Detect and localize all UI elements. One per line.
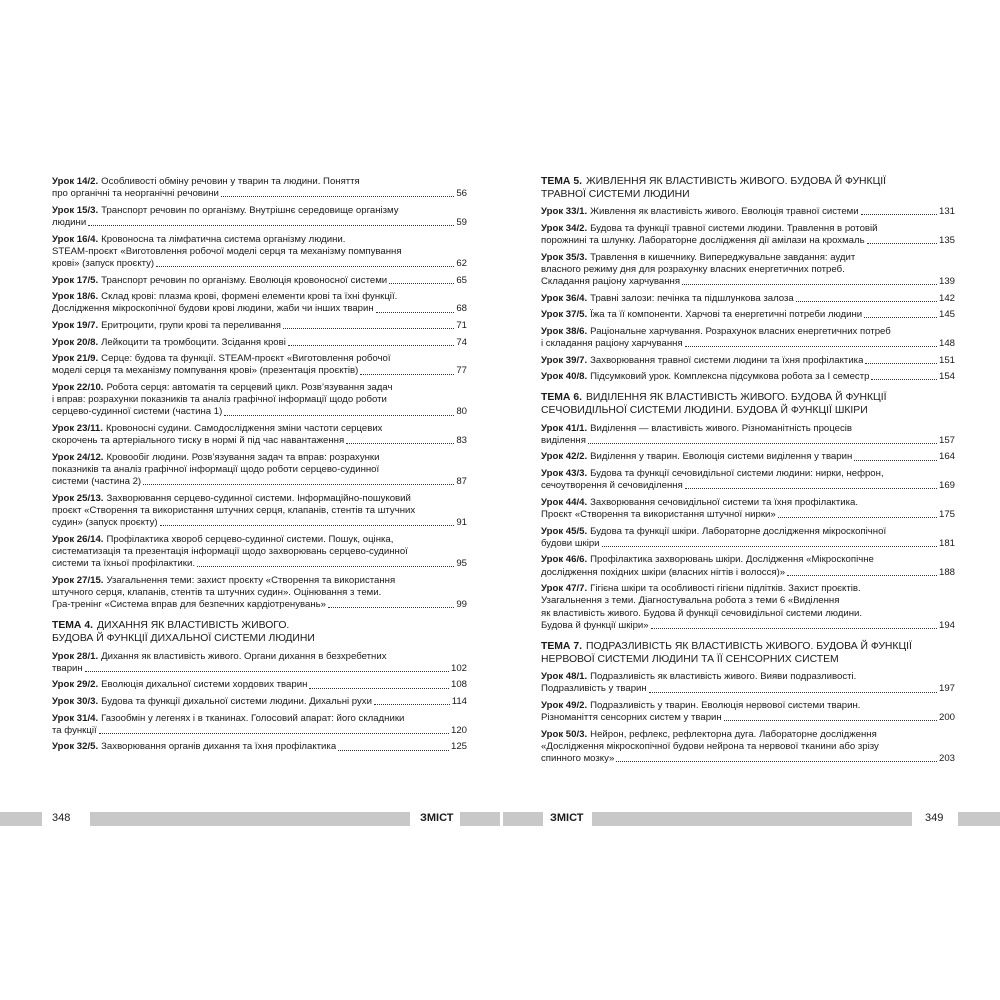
toc-entry[interactable] [541,223,955,247]
lesson-number: Урок 50/3. [541,728,588,740]
topic-label: ТЕМА 5. [541,176,582,187]
lesson-number: Урок 37/5. [541,309,588,321]
page-reference: 68 [456,303,467,315]
dot-leader [376,303,455,312]
dot-leader [685,338,937,347]
lesson-title-line: Виділення — властивість живого. Різноманітність процесів [590,422,852,434]
lesson-title-line: Гра-тренінг «Система вправ для безпечних кардіотренувань» [52,599,326,611]
page-reference: 83 [456,435,467,447]
lesson-number: Урок 18/6. [52,291,99,303]
lesson-number: Урок 43/3. [541,467,588,479]
lesson-title-line: скорочень та артеріального тиску в нормі й під час навантаження [52,435,345,447]
dot-leader [283,320,454,329]
page-reference: 135 [938,234,955,246]
toc-entry[interactable] [541,729,955,766]
toc-entry[interactable] [52,291,467,315]
lesson-number: Урок 42/2. [541,451,588,463]
topic-heading [541,641,955,666]
lesson-number: Урок 45/5. [541,525,588,537]
topic-heading [52,620,467,645]
page-reference: 175 [938,508,955,520]
lesson-title-line: «Дослідження мікроскопічної будови нейрона та нервової тканини або зрізу [541,740,879,752]
lesson-number: Урок 20/8. [52,336,99,348]
toc-entry[interactable] [541,293,955,305]
lesson-title-line: Будова та функції травної системи людини. Травлення в ротовій [590,222,878,234]
toc-entry[interactable] [52,382,467,419]
dot-leader [724,712,937,721]
lesson-number: Урок 33/1. [541,206,588,218]
lesson-number: Урок 28/1. [52,650,99,662]
dot-leader [197,558,454,567]
page-reference: 139 [938,275,955,287]
topic-title-line: ВИДІЛЕННЯ ЯК ВЛАСТИВІСТЬ ЖИВОГО. БУДОВА Й ФУНКЦІЇ [586,392,887,404]
page-reference: 154 [938,371,955,383]
page-reference: 77 [456,365,467,377]
lesson-number: Урок 40/8. [541,371,588,383]
lesson-title-line: систематизація та презентація інформації щодо захворювань серцево-судинної [52,545,408,557]
lesson-number: Урок 38/6. [541,325,588,337]
lesson-title-line: Кровообіг людини. Розв’язування задач та вправ: розрахунки [106,451,380,463]
lesson-number: Урок 36/4. [541,292,588,304]
topic-heading [541,176,955,201]
toc-entry[interactable] [541,451,955,463]
toc-entry[interactable] [541,468,955,492]
page-reference: 151 [938,354,955,366]
lesson-title-line: Захворювання органів дихання та їхня профілактика [101,741,337,753]
page-reference: 131 [938,206,955,218]
topic-title-line: ТРАВНОЇ СИСТЕМИ ЛЮДИНИ [541,188,690,200]
lesson-title-line: Подразливість як властивість живого. Вияви подразливості. [590,671,857,683]
dot-leader [88,217,454,226]
lesson-number: Урок 21/9. [52,353,99,365]
lesson-title-line: тварин [52,662,83,674]
toc-entry[interactable] [52,320,467,332]
lesson-title-line: виділення [541,434,586,446]
lesson-title-line: Кровоносні судини. Самодослідження зміни частоти серцевих [105,422,383,434]
page-reference: 74 [456,336,467,348]
lesson-title-line: Різноманіття сенсорних систем у тварин [541,712,722,724]
right-running-head: ЗМІСТ [550,812,584,824]
toc-entry[interactable] [52,651,467,675]
lesson-title-line: STEAM-проєкт «Виготовлення робочої моделі серця та механізму помпування [52,245,402,257]
toc-entry[interactable] [52,353,467,377]
toc-entry[interactable] [52,696,467,708]
lesson-title-line: і складання раціону харчування [541,337,683,349]
lesson-title-line: Будова та функції сечовидільної системи людини: нирки, нефрон, [590,467,884,479]
gutter-bar-left [460,812,500,826]
lesson-title-line: Дихання як властивість живого. Органи дихання в безхребетних [101,650,387,662]
lesson-title-line: Дослідження мікроскопічної будови крові людини, жаби чи інших тварин [52,303,374,315]
lesson-title-line: Нейрон, рефлекс, рефлекторна дуга. Лабораторне дослідження [590,728,877,740]
dot-leader [649,683,937,692]
lesson-title-line: моделі серця та механізму помпування крові» (презентація проєктів) [52,365,359,377]
lesson-number: Урок 24/12. [52,451,104,463]
toc-entry[interactable] [541,526,955,550]
lesson-number: Урок 34/2. [541,222,588,234]
lesson-title-line: порожнині та шлунку. Лабораторне дослідження дії амілази на крохмаль [541,234,865,246]
lesson-title-line: Підсумковий урок. Комплексна підсумкова робота за І семестр [590,371,870,383]
toc-entry[interactable] [541,497,955,521]
dot-leader [328,599,454,608]
toc-entry[interactable] [541,252,955,289]
lesson-number: Урок 27/15. [52,574,104,586]
lesson-title-line: Склад крові: плазма крові, формені елементи крові та їхні функції. [101,291,398,303]
page-reference: 102 [450,662,467,674]
lesson-title-line: Еритроцити, групи крові та переливання [101,319,281,331]
page-reference: 62 [456,258,467,269]
topic-title-line: ДИХАННЯ ЯК ВЛАСТИВІСТЬ ЖИВОГО. [97,620,290,632]
toc-entry[interactable] [52,234,467,271]
page-reference: 142 [938,292,955,304]
dot-leader [864,309,937,318]
lesson-title-line: Профілактика захворювань шкіри. Дослідження «Мікроскопічне [590,554,874,566]
dot-leader [861,206,937,215]
dot-leader [288,337,454,346]
lesson-title-line: Еволюція дихальної системи хордових тварин [101,679,308,691]
dot-leader [338,741,449,750]
lesson-title-line: Будова й функції шкіри» [541,619,649,631]
dot-leader [346,435,454,444]
lesson-number: Урок 14/2. [52,176,99,187]
lesson-title-line: Раціональне харчування. Розрахунок власних енергетичних потреб [590,325,891,337]
lesson-title-line: Травні залози: печінка та підшлункова залоза [590,292,794,304]
lesson-title-line: власного режиму дня для розрахунку власних енергетичних потреб. [541,263,845,275]
topic-title-line: ЖИВЛЕННЯ ЯК ВЛАСТИВІСТЬ ЖИВОГО. БУДОВА Й ФУНКЦІЇ [586,176,887,187]
lesson-number: Урок 23/11. [52,422,103,434]
lesson-title-line: Транспорт речовин по організму. Еволюція кровоносної системи [101,274,388,286]
lesson-title-line: Складання раціону харчування [541,275,681,287]
lesson-title-line: про органічні та неорганічні речовини [52,188,219,200]
lesson-title-line: проєкт «Створення та використання штучних серця, клапанів, стентів та штучних [52,504,416,516]
right-footer-bar-inner [592,812,912,826]
lesson-number: Урок 32/5. [52,741,99,753]
toc-entry[interactable] [541,309,955,321]
topic-label: ТЕМА 4. [52,620,93,632]
toc-entry[interactable] [541,326,955,350]
toc-entry[interactable] [52,534,467,571]
lesson-number: Урок 35/3. [541,251,588,263]
lesson-title-line: Захворювання травної системи людини та їхня профілактика [590,354,864,366]
lesson-number: Урок 26/14. [52,533,104,545]
dot-leader [99,725,449,734]
lesson-title-line: Профілактика хвороб серцево-судинної системи. Пошук, оцінка, [106,533,394,545]
lesson-title-line: дослідження похідних шкіри (власних нігтів і волосся)» [541,566,786,578]
dot-leader [787,567,937,576]
topic-title-line: БУДОВА Й ФУНКЦІЇ ДИХАЛЬНОЇ СИСТЕМИ ЛЮДИНИ [52,632,315,644]
lesson-number: Урок 29/2. [52,679,99,691]
lesson-number: Урок 25/13. [52,492,104,504]
page-reference: 157 [938,434,955,446]
page-reference: 181 [938,537,955,549]
toc-entry[interactable] [52,741,467,753]
lesson-title-line: судин» (запуск проєкту) [52,517,158,529]
lesson-number: Урок 49/2. [541,699,588,711]
toc-entry[interactable] [52,275,467,287]
dot-leader [651,620,937,629]
lesson-title-line: та функції [52,724,97,736]
dot-leader [616,753,937,762]
dot-leader [389,275,454,284]
lesson-title-line: системи (частина 2) [52,476,142,488]
page-reference: 108 [450,679,467,691]
lesson-number: Урок 44/4. [541,496,588,508]
dot-leader [682,276,937,285]
left-footer-bar-inner [90,812,410,826]
toc-entry[interactable] [541,671,955,695]
lesson-title-line: Узагальнення теми: захист проєкту «Створення та використання [106,574,396,586]
page-reference: 91 [456,517,467,529]
lesson-title-line: Живлення як властивість живого. Еволюція травної системи [590,206,859,218]
lesson-title-line: штучного серця, клапанів, стентів та штучних судин». Оцінювання з теми. [52,586,382,598]
toc-entry[interactable] [541,423,955,447]
toc-entry[interactable] [52,713,467,737]
lesson-number: Урок 16/4. [52,233,99,245]
page-reference: 200 [938,712,955,724]
lesson-title-line: і вправ: розрахунки показників та аналіз графічної інформації щодо роботи [52,394,387,406]
toc-entry[interactable] [541,355,955,367]
toc-entry[interactable] [541,206,955,218]
lesson-title-line: сечоутворення й сечовиділення [541,480,683,492]
topic-heading [541,392,955,417]
left-page-number: 348 [52,812,71,824]
lesson-title-line: Будова та функції шкіри. Лабораторне дослідження мікроскопічної [590,525,887,537]
toc-entry[interactable] [541,554,955,578]
left-running-head: ЗМІСТ [420,812,454,824]
dot-leader [85,663,449,672]
page-reference: 99 [456,599,467,611]
lesson-title-line: крові» (запуск проєкту) [52,258,155,269]
page-reference: 203 [938,753,955,765]
gutter-bar-right [503,812,543,826]
lesson-title-line: Газообмін у легенях і в тканинах. Голосовий апарат: його складники [101,712,405,724]
page-reference: 80 [456,406,467,418]
page-reference: 145 [938,309,955,321]
lesson-title-line: Їжа та її компоненти. Харчові та енергетичні потреби людини [590,309,863,321]
lesson-title-line: Гігієна шкіри та особливості гігієни підлітків. Захист проєктів. [590,583,861,595]
page-reference: 114 [451,695,467,707]
page-reference: 194 [938,619,955,631]
toc-entry[interactable] [52,575,467,612]
lesson-title-line: показників та аналіз графічної інформації щодо роботи серцево-судинної [52,463,380,475]
lesson-title-line: Захворювання сечовидільної системи та їхня профілактика. [590,496,858,508]
toc-entry[interactable] [52,493,467,530]
toc-entry[interactable] [52,176,467,200]
lesson-number: Урок 19/7. [52,319,99,331]
page-reference: 197 [938,683,955,695]
topic-title-line: НЕРВОВОЇ СИСТЕМИ ЛЮДИНИ ТА ЇЇ СЕНСОРНИХ СИСТЕМ [541,653,839,665]
dot-leader [871,371,937,380]
dot-leader [309,679,449,688]
lesson-title-line: Травлення в кишечнику. Випереджувальне завдання: аудит [590,251,856,263]
dot-leader [221,188,454,197]
dot-leader [778,509,937,518]
lesson-title-line: Робота серця: автоматія та серцевий цикл. Розв’язування задач [106,381,393,393]
lesson-title-line: Подразливість у тварин. Еволюція нервової системи тварин. [590,699,861,711]
page-reference: 87 [456,476,467,488]
topic-label: ТЕМА 7. [541,640,582,652]
lesson-number: Урок 47/7. [541,583,588,595]
toc-entry[interactable] [52,205,467,229]
lesson-title-line: будови шкіри [541,537,600,549]
lesson-number: Урок 39/7. [541,354,588,366]
dot-leader [224,406,454,415]
left-footer-bar-outer [0,812,42,826]
topic-title-line: СЕЧОВИДІЛЬНОЇ СИСТЕМИ ЛЮДИНИ. БУДОВА Й ФУНКЦІЇ ШКІРИ [541,404,868,416]
lesson-title-line: Лейкоцити та тромбоцити. Зсідання крові [101,336,286,348]
toc-entry[interactable] [541,371,955,383]
toc-entry[interactable] [541,700,955,724]
lesson-number: Урок 46/6. [541,554,588,566]
dot-leader [160,517,455,526]
lesson-title-line: Кровоносна та лімфатична система організму людини. [101,233,346,245]
right-page-number: 349 [925,812,944,824]
page-reference: 148 [938,337,955,349]
lesson-title-line: Будова та функції дихальної системи людини. Дихальні рухи [101,695,372,707]
lesson-number: Урок 41/1. [541,422,588,434]
lesson-number: Урок 48/1. [541,671,588,683]
dot-leader [374,696,450,705]
page-reference: 164 [938,451,955,463]
page-reference: 125 [450,741,467,753]
lesson-number: Урок 17/5. [52,274,99,286]
lesson-title-line: Особливості обміну речовин у тварин та людини. Поняття [101,176,360,187]
lesson-number: Урок 22/10. [52,381,104,393]
page-reference: 59 [456,217,467,228]
page-reference: 120 [450,724,467,736]
dot-leader [685,480,937,489]
page-reference: 169 [938,480,955,492]
toc-entry[interactable] [52,423,467,447]
dot-leader [854,451,937,460]
toc-entry[interactable] [52,337,467,349]
lesson-title-line: серцево-судинної системи (частина 1) [52,406,223,418]
page-reference: 71 [456,319,467,331]
page-reference: 65 [456,274,467,286]
lesson-number: Урок 31/4. [52,712,99,724]
dot-leader [360,365,454,374]
lesson-title-line: Виділення у тварин. Еволюція системи виділення у тварин [590,451,853,463]
toc-entry[interactable] [541,583,955,632]
lesson-title-line: Серце: будова та функції. STEAM-проєкт «Виготовлення робочої [101,353,391,365]
lesson-title-line: спинного мозку» [541,753,615,765]
right-page-column [541,176,955,770]
dot-leader [156,258,454,267]
lesson-number: Урок 15/3. [52,204,99,216]
dot-leader [143,476,454,485]
lesson-title-line: Проєкт «Створення та використання штучної нирки» [541,508,776,520]
lesson-title-line: Захворювання серцево-судинної системи. Інформаційно-пошуковий [106,492,411,504]
lesson-title-line: Подразливість у тварин [541,683,647,695]
toc-entry[interactable] [52,452,467,489]
page-reference: 188 [938,566,955,578]
dot-leader [796,293,937,302]
page-reference: 56 [456,188,467,200]
lesson-number: Урок 30/3. [52,695,99,707]
lesson-title-line: людини [52,217,87,228]
lesson-title-line: як властивість живого. Будова й функції сечовидільної системи людини. [541,607,863,619]
lesson-title-line: Транспорт речовин по організму. Внутрішнє середовище організму [101,204,399,216]
toc-entry[interactable] [52,679,467,691]
lesson-title-line: Узагальнення з теми. Діагностувальна робота з теми 6 «Виділення [541,595,840,607]
dot-leader [865,355,937,364]
right-footer-bar-outer [958,812,1000,826]
dot-leader [588,435,937,444]
left-page-column [52,176,467,758]
dot-leader [602,538,937,547]
lesson-title-line: системи та їхньої профілактики. [52,558,196,570]
topic-title-line: ПОДРАЗЛИВІСТЬ ЯК ВЛАСТИВІСТЬ ЖИВОГО. БУДОВА Й ФУНКЦІЇ [586,640,912,652]
topic-label: ТЕМА 6. [541,392,582,404]
page-reference: 95 [456,558,467,570]
dot-leader [867,235,937,244]
